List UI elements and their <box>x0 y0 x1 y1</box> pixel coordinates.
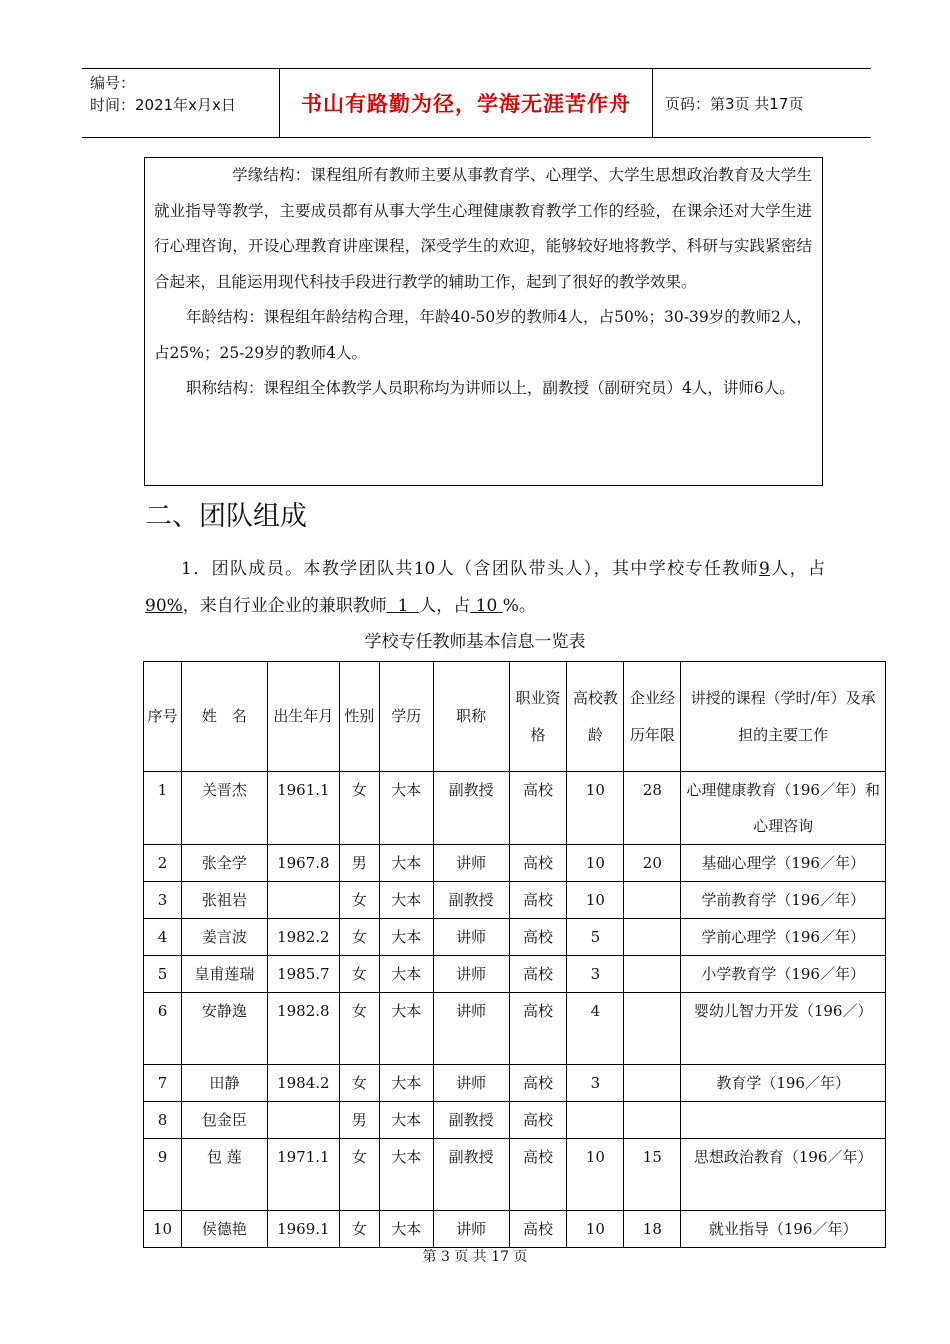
cell-years: 10 <box>567 845 624 882</box>
cell-edu: 大本 <box>379 882 433 919</box>
table-row <box>144 1139 886 1211</box>
cell-birth <box>267 882 339 919</box>
intro-part4: 人，占 <box>419 596 471 616</box>
cell-edu: 大本 <box>379 845 433 882</box>
cell-seq: 3 <box>144 882 182 919</box>
table-header-row <box>144 662 886 772</box>
parttime-count: 1 <box>386 596 420 616</box>
cell-qual: 高校 <box>509 919 567 956</box>
cell-gender: 女 <box>339 1139 379 1211</box>
table-row <box>144 1065 886 1102</box>
cell-title: 讲师 <box>433 919 509 956</box>
cell-course: 就业指导（196／年） <box>681 1211 886 1248</box>
cell-title: 讲师 <box>433 1065 509 1102</box>
cell-ent <box>624 1065 681 1102</box>
cell-course: 学前教育学（196／年） <box>681 882 886 919</box>
section-title: 二、团队组成 <box>145 501 307 532</box>
cell-title: 副教授 <box>433 772 509 845</box>
cell-birth: 1969.1 <box>267 1211 339 1248</box>
intro-part3: ，来自行业企业的兼职教师 <box>182 596 387 616</box>
cell-years <box>567 1102 624 1139</box>
cell-name: 张祖岩 <box>181 882 267 919</box>
table-row <box>144 772 886 845</box>
cell-name: 关晋杰 <box>181 772 267 845</box>
structure-academic: 学缘结构：课程组所有教师主要从事教育学、心理学、大学生思想政治教育及大学生就业指导等教学，主要成员都有从事大学生心理健康教育教学工作的经验，在课余还对大学生进行心理咨询，开设心理教育讲座课程，深受学生的欢迎，能够较好地将教学、科研与实践紧密结合起来，且能运用现代科技手段进行教学的辅助工作，起到了很好的教学效果。 <box>154 166 812 291</box>
cell-edu: 大本 <box>379 993 433 1065</box>
time-label: 时间：2021年x月x日 <box>90 96 236 114</box>
cell-gender: 女 <box>339 772 379 845</box>
cell-qual: 高校 <box>509 993 567 1065</box>
cell-seq: 10 <box>144 1211 182 1248</box>
cell-years: 10 <box>567 882 624 919</box>
cell-course: 基础心理学（196／年） <box>681 845 886 882</box>
cell-birth: 1985.7 <box>267 956 339 993</box>
cell-edu: 大本 <box>379 1139 433 1211</box>
page-footer: 第 3 页 共 17 页 <box>422 1249 528 1265</box>
cell-birth: 1967.8 <box>267 845 339 882</box>
table-row <box>144 956 886 993</box>
cell-course: 思想政治教育（196／年） <box>681 1139 886 1211</box>
header-name: 姓 名 <box>181 662 267 772</box>
cell-gender: 女 <box>339 993 379 1065</box>
fulltime-count: 9 <box>759 559 770 579</box>
cell-title: 副教授 <box>433 882 509 919</box>
header-seq: 序号 <box>144 662 182 772</box>
cell-qual: 高校 <box>509 1211 567 1248</box>
header-edu: 学历 <box>379 662 433 772</box>
cell-title: 副教授 <box>433 1102 509 1139</box>
table-row <box>144 1102 886 1139</box>
cell-title: 讲师 <box>433 845 509 882</box>
cell-qual: 高校 <box>509 882 567 919</box>
header-gender: 性别 <box>339 662 379 772</box>
header-qual: 职业资格 <box>509 662 567 772</box>
cell-years: 3 <box>567 956 624 993</box>
cell-ent <box>624 1102 681 1139</box>
cell-years: 3 <box>567 1065 624 1102</box>
cell-name: 安静逸 <box>181 993 267 1065</box>
cell-qual: 高校 <box>509 1102 567 1139</box>
cell-ent <box>624 882 681 919</box>
cell-qual: 高校 <box>509 845 567 882</box>
code-label: 编号： <box>90 74 136 92</box>
cell-seq: 5 <box>144 956 182 993</box>
cell-name: 包金臣 <box>181 1102 267 1139</box>
cell-seq: 2 <box>144 845 182 882</box>
cell-edu: 大本 <box>379 919 433 956</box>
cell-gender: 女 <box>339 956 379 993</box>
cell-title: 讲师 <box>433 1211 509 1248</box>
intro-part5: %。 <box>502 596 536 616</box>
cell-edu: 大本 <box>379 1065 433 1102</box>
cell-course: 学前心理学（196／年） <box>681 919 886 956</box>
cell-ent <box>624 919 681 956</box>
table-row <box>144 882 886 919</box>
cell-course: 婴幼儿智力开发（196／） <box>681 993 886 1065</box>
cell-qual: 高校 <box>509 772 567 845</box>
teacher-table <box>143 661 886 1248</box>
cell-edu: 大本 <box>379 1102 433 1139</box>
cell-qual: 高校 <box>509 956 567 993</box>
cell-seq: 4 <box>144 919 182 956</box>
cell-edu: 大本 <box>379 956 433 993</box>
cell-ent: 18 <box>624 1211 681 1248</box>
header-years: 高校教龄 <box>567 662 624 772</box>
cell-years: 10 <box>567 1139 624 1211</box>
header-title: 职称 <box>433 662 509 772</box>
cell-birth: 1982.2 <box>267 919 339 956</box>
cell-qual: 高校 <box>509 1065 567 1102</box>
page-header <box>82 68 871 138</box>
cell-qual: 高校 <box>509 1139 567 1211</box>
cell-seq: 7 <box>144 1065 182 1102</box>
cell-birth: 1961.1 <box>267 772 339 845</box>
cell-course: 小学教育学（196／年） <box>681 956 886 993</box>
structure-title: 职称结构：课程组全体教学人员职称均为讲师以上，副教授（副研究员）4人，讲师6人。 <box>186 379 795 397</box>
table-body <box>144 772 886 1248</box>
cell-years: 4 <box>567 993 624 1065</box>
cell-name: 姜言波 <box>181 919 267 956</box>
cell-gender: 女 <box>339 1065 379 1102</box>
cell-name: 侯德艳 <box>181 1211 267 1248</box>
cell-ent: 20 <box>624 845 681 882</box>
intro-paragraph <box>145 551 825 625</box>
cell-name: 包 莲 <box>181 1139 267 1211</box>
cell-name: 田静 <box>181 1065 267 1102</box>
cell-birth: 1982.8 <box>267 993 339 1065</box>
table-row <box>144 845 886 882</box>
header-motto: 书山有路勤为径，学海无涯苦作舟 <box>280 69 653 137</box>
cell-course <box>681 1102 886 1139</box>
cell-edu: 大本 <box>379 1211 433 1248</box>
cell-ent: 15 <box>624 1139 681 1211</box>
cell-seq: 8 <box>144 1102 182 1139</box>
cell-title: 讲师 <box>433 993 509 1065</box>
parttime-pct: 10 <box>470 596 503 616</box>
cell-birth: 1984.2 <box>267 1065 339 1102</box>
table-row <box>144 993 886 1065</box>
cell-ent <box>624 993 681 1065</box>
cell-birth <box>267 1102 339 1139</box>
cell-course: 教育学（196／年） <box>681 1065 886 1102</box>
cell-name: 张全学 <box>181 845 267 882</box>
intro-part1: 1．团队成员。本教学团队共10人（含团队带头人），其中学校专任教师 <box>181 559 760 579</box>
cell-gender: 女 <box>339 882 379 919</box>
cell-gender: 男 <box>339 845 379 882</box>
table-caption: 学校专任教师基本信息一览表 <box>364 632 586 652</box>
cell-years: 10 <box>567 772 624 845</box>
table-row <box>144 1211 886 1248</box>
cell-title: 讲师 <box>433 956 509 993</box>
cell-ent <box>624 956 681 993</box>
header-birth: 出生年月 <box>267 662 339 772</box>
structure-age: 年龄结构：课程组年龄结构合理，年龄40-50岁的教师4人，占50%；30-39岁的教师2人，占25%；25-29岁的教师4人。 <box>154 308 812 362</box>
cell-seq: 1 <box>144 772 182 845</box>
structure-box <box>144 157 823 486</box>
cell-seq: 9 <box>144 1139 182 1211</box>
header-meta <box>82 69 280 137</box>
cell-course: 心理健康教育（196／年）和心理咨询 <box>681 772 886 845</box>
fulltime-pct: 90% <box>145 596 183 616</box>
intro-part2: 人，占 <box>769 559 826 579</box>
cell-edu: 大本 <box>379 772 433 845</box>
header-ent: 企业经历年限 <box>624 662 681 772</box>
header-page-label: 页码：第3页 共17页 <box>665 94 804 113</box>
cell-name: 皇甫莲瑞 <box>181 956 267 993</box>
cell-gender: 女 <box>339 919 379 956</box>
cell-years: 10 <box>567 1211 624 1248</box>
cell-years: 5 <box>567 919 624 956</box>
cell-gender: 男 <box>339 1102 379 1139</box>
header-course: 讲授的课程（学时/年）及承担的主要工作 <box>681 662 886 772</box>
cell-seq: 6 <box>144 993 182 1065</box>
cell-birth: 1971.1 <box>267 1139 339 1211</box>
cell-gender: 女 <box>339 1211 379 1248</box>
cell-ent: 28 <box>624 772 681 845</box>
table-row <box>144 919 886 956</box>
cell-title: 副教授 <box>433 1139 509 1211</box>
